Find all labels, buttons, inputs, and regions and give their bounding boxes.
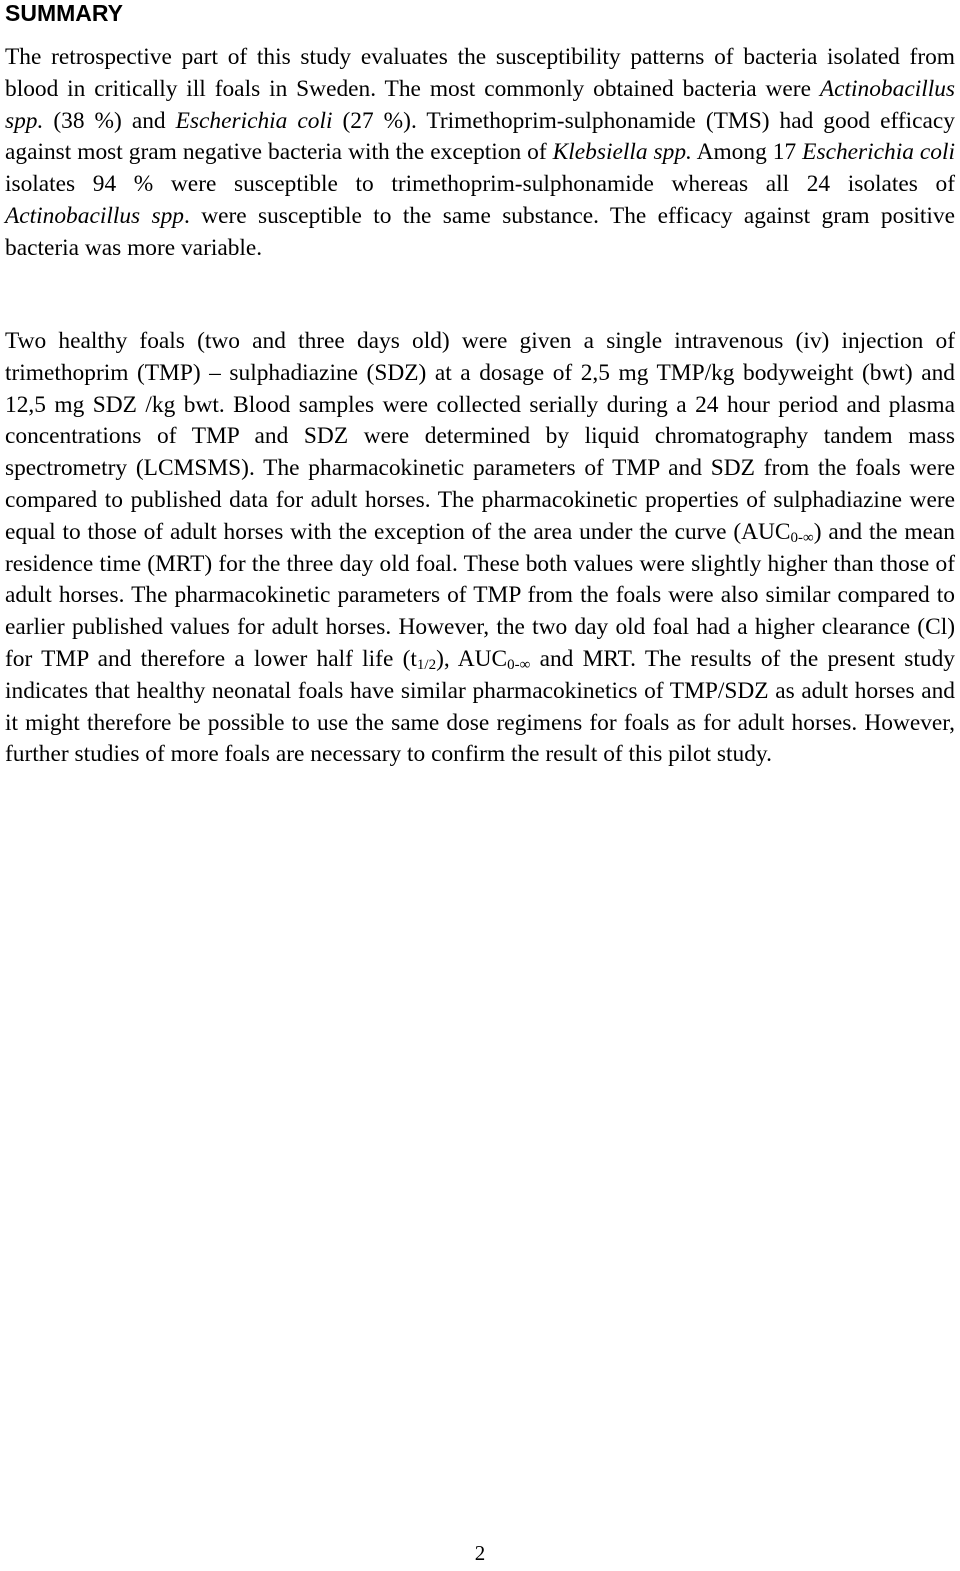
italic-text-run: Escherichia coli (802, 139, 955, 166)
italic-text-run: Klebsiella spp. (552, 139, 692, 166)
subscript-text: 1/2 (416, 656, 437, 673)
italic-text-run: Actinobacillus spp. (5, 75, 955, 134)
text-run: and MRT. The results of the present study indicates that healthy neonatal foals have similar pharmacokinetics of TMP/SDZ as adult horses and it might therefore be possible to use the same dose regimens for foals as for adult horses. However, further studies of more foals are necessary to confirm the result of this pilot study. (5, 645, 955, 768)
italic-text-run: Escherichia coli (175, 107, 333, 134)
italic-text-run: Actinobacillus spp (5, 202, 184, 229)
summary-paragraph-1 (5, 42, 955, 265)
subscript-text: 0-∞ (507, 656, 531, 673)
subscript-text: 0-∞ (790, 529, 814, 546)
text-run: ) and the mean residence time (MRT) for the three day old foal. These both values were slightly higher than those of adult horses. The pharmacokinetic parameters of TMP from the foals were also similar compared to earlier published values for adult horses. However, the two day old foal had a higher clearance (Cl) for TMP and therefore a lower half life (t (5, 518, 955, 672)
text-run: isolates 94 % were susceptible to trimethoprim-sulphonamide whereas all 24 isolates of (5, 171, 955, 198)
text-run: Two healthy foals (two and three days old) were given a single intravenous (iv) injection of trimethoprim (TMP) – sulphadiazine (SDZ) at a dosage of 2,5 mg TMP/kg bodyweight (bwt) and 12,5 mg SDZ /kg bwt. Blood samples were collected serially during a 24 hour period and plasma concentrations of TMP and SDZ were determined by liquid chromatography tandem mass spectrometry (LCMSMS). The pharmacokinetic parameters of TMP and SDZ from the foals were compared to published data for adult horses. The pharmacokinetic properties of sulphadiazine were equal to those of adult horses with the exception of the area under the curve (AUC (5, 328, 955, 545)
text-run: ), AUC (436, 645, 508, 672)
text-run: (38 %) and (43, 107, 176, 134)
summary-paragraph-2 (5, 326, 955, 771)
text-run: (27 %). Trimethoprim-sulphonamide (TMS) had good efficacy against most gram negative bacteria with the exception of (5, 107, 955, 166)
text-run: Among 17 (691, 139, 803, 166)
text-run: . were susceptible to the same substance. The efficacy against gram positive bacteria was more variable. (5, 202, 955, 261)
section-heading: SUMMARY (5, 0, 123, 26)
text-run: The retrospective part of this study evaluates the susceptibility patterns of bacteria isolated from blood in critically ill foals in Sweden. The most commonly obtained bacteria were (5, 44, 955, 102)
page-number: 2 (474, 1541, 486, 1565)
